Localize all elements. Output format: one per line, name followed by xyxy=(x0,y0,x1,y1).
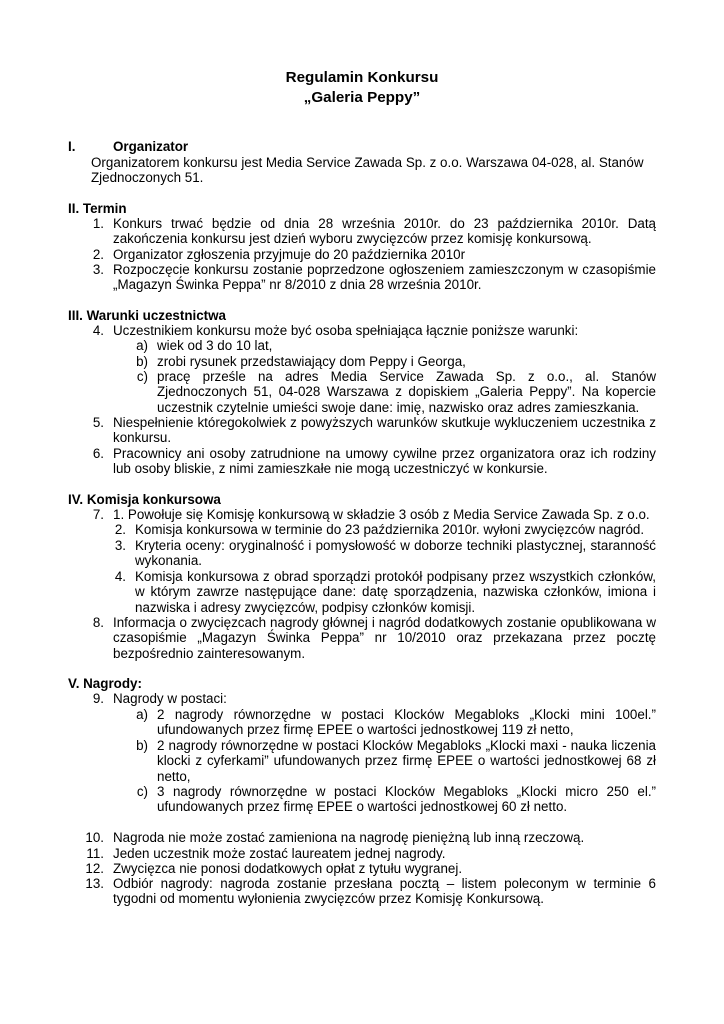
list-item-number: 7. xyxy=(92,507,104,522)
list-item-number: 1. xyxy=(92,216,104,231)
list-item-number: 8. xyxy=(92,615,104,630)
list-item-text: Zwycięzca nie ponosi dodatkowych opłat z tytułu wygranej. xyxy=(113,861,463,876)
list-item-number: 10. xyxy=(85,830,104,845)
document-title: Regulamin Konkursu xyxy=(285,69,439,86)
sub-item-text: Komisja konkursowa z obrad sporządzi protokół podpisany przez wszystkich członków, w którym zawrze następujące dane: datę sporządzenia, nazwiska członków, imiona i nazwiska i adresy zwycięzców, podpisy członków komisji. xyxy=(135,569,656,615)
section-3-heading: III. Warunki uczestnictwa xyxy=(68,308,226,323)
sub-item-text: 3 nagrody równorzędne w postaci Klocków Megabloks „Klocki micro 250 el.” ufundowanych przez firmę EPEE o wartości jednostkowej 60 zł netto. xyxy=(157,784,656,815)
list-item-text: Informacja o zwycięzcach nagrody głównej i nagród dodatkowych zostanie opublikowana w czasopiśmie „Magazyn Świnka Peppa” nr 10/2010 oraz przekazana przez pocztę bezpośrednio zainteresowanym. xyxy=(113,615,656,661)
sub-item-letter: c) xyxy=(136,784,148,799)
sub-item-text: Kryteria oceny: oryginalność i pomysłowość w doborze techniki plastycznej, staranność wykonania. xyxy=(135,538,656,569)
list-item-text: Odbiór nagrody: nagroda zostanie przesłana pocztą – listem poleconym w terminie 6 tygodni od momentu wyłonienia zwycięzców przez Komisję Konkursową. xyxy=(113,876,656,907)
sub-item-number: 3. xyxy=(114,538,126,553)
list-item-number: 4. xyxy=(92,323,104,338)
list-item-text: Jeden uczestnik może zostać laureatem jednej nagrody. xyxy=(113,846,446,861)
sub-item-text: Komisja konkursowa w terminie do 23 października 2010r. wyłoni zwycięzców nagród. xyxy=(135,522,645,537)
list-item-text: Rozpoczęcie konkursu zostanie poprzedzone ogłoszeniem zamieszczonym w czasopiśmie „Magazyn Świnka Peppa” nr 8/2010 z dnia 28 września 2010r. xyxy=(113,262,656,293)
list-item-number: 6. xyxy=(92,446,104,461)
section-1-number: I. xyxy=(68,139,76,154)
section-1-heading: Organizator xyxy=(113,139,189,154)
list-item-text: Pracownicy ani osoby zatrudnione na umowy cywilne przez organizatora oraz ich rodziny lub osoby bliskie, z nimi zamieszkałe nie mogą uczestniczyć w konkursie. xyxy=(113,446,656,477)
list-item-number: 11. xyxy=(86,846,104,861)
list-item-text: Konkurs trwać będzie od dnia 28 września 2010r. do 23 października 2010r. Datą zakończenia konkursu jest dzień wyboru zwycięzców przez komisję konkursową. xyxy=(113,216,656,247)
section-2-heading: II. Termin xyxy=(68,201,127,216)
list-item-number: 9. xyxy=(92,691,104,706)
list-item-number: 12. xyxy=(85,861,104,876)
sub-item-letter: b) xyxy=(136,354,148,369)
list-item-text: Uczestnikiem konkursu może być osoba spełniająca łącznie poniższe warunki: xyxy=(113,323,579,338)
sub-item-text: pracę prześle na adres Media Service Zawada Sp. z o.o., al. Stanów Zjednoczonych 51, 04-028 Warszawa z dopiskiem „Galeria Peppy”. Na kopercie uczestnik czytelnie umieści swoje dane: imię, nazwisko oraz adres zamieszkania. xyxy=(157,369,656,415)
list-item-text: Organizator zgłoszenia przyjmuje do 20 października 2010r xyxy=(113,247,466,262)
sub-item-letter: a) xyxy=(136,707,148,722)
list-item-text: Nagroda nie może zostać zamieniona na nagrodę pieniężną lub inną rzeczową. xyxy=(113,830,585,845)
list-item-text: Niespełnienie któregokolwiek z powyższych warunków skutkuje wykluczeniem uczestnika z konkursu. xyxy=(113,415,656,446)
sub-item-text: wiek od 3 do 10 lat, xyxy=(157,338,273,353)
list-item-number: 3. xyxy=(92,262,104,277)
sub-item-text: zrobi rysunek przedstawiający dom Peppy i Georga, xyxy=(157,354,466,369)
list-item-number: 13. xyxy=(85,876,104,891)
list-item-number: 2. xyxy=(92,247,104,262)
sub-item-letter: b) xyxy=(136,738,148,753)
list-item-number: 5. xyxy=(92,415,104,430)
sub-item-text: 2 nagrody równorzędne w postaci Klocków Megabloks „Klocki mini 100el.” ufundowanych przez firmę EPEE o wartości jednostkowej 119 zł netto, xyxy=(157,707,656,738)
list-item-text: 1. Powołuje się Komisję konkursową w składzie 3 osób z Media Service Zawada Sp. z o.o. xyxy=(113,507,650,522)
sub-item-number: 4. xyxy=(114,569,126,584)
list-item-text: Nagrody w postaci: xyxy=(113,691,227,706)
sub-item-number: 2. xyxy=(114,522,126,537)
sub-item-letter: c) xyxy=(136,369,148,384)
document-subtitle: „Galeria Peppy” xyxy=(303,89,421,106)
sub-item-letter: a) xyxy=(136,338,148,353)
section-4-heading: IV. Komisja konkursowa xyxy=(68,492,221,507)
sub-item-text: 2 nagrody równorzędne w postaci Klocków Megabloks „Klocki maxi - nauka liczenia klocki z cyferkami” ufundowanych przez firmę EPEE o wartości jednostkowej 68 zł netto, xyxy=(157,738,656,784)
section-1-text: Organizatorem konkursu jest Media Service Zawada Sp. z o.o. Warszawa 04-028, al. Stanów Zjednoczonych 51. xyxy=(91,155,644,186)
section-5-heading: V. Nagrody: xyxy=(68,676,142,691)
